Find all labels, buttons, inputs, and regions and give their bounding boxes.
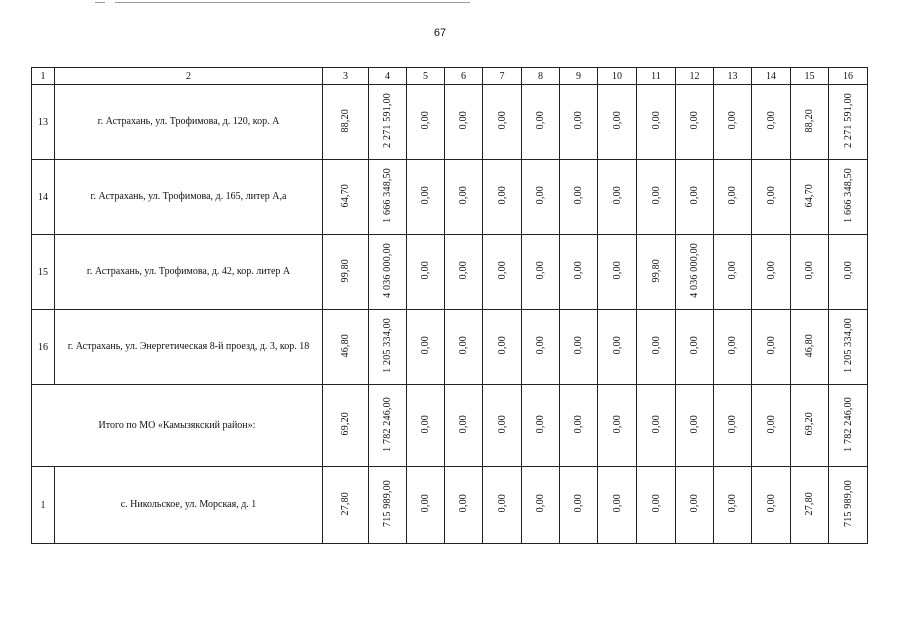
value-cell xyxy=(560,467,598,544)
value-cell xyxy=(752,160,791,235)
value-cell xyxy=(752,85,791,160)
value-text: 27,80 xyxy=(340,491,351,516)
value-text: 0,00 xyxy=(765,111,777,130)
value-cell xyxy=(637,310,676,385)
value-text: 0,00 xyxy=(573,186,584,205)
value-text: 0,00 xyxy=(689,336,700,355)
value-text: 0,00 xyxy=(727,186,738,205)
value-cell xyxy=(829,235,868,310)
value-text: 0,00 xyxy=(458,494,469,513)
value-text: 0,00 xyxy=(420,186,431,205)
value-cell xyxy=(522,467,560,544)
column-header: 13 xyxy=(714,68,752,85)
value-text: 88,20 xyxy=(804,108,815,133)
value-cell xyxy=(407,310,445,385)
value-text: 64,70 xyxy=(804,183,815,208)
value-text: 0,00 xyxy=(573,336,584,355)
value-cell xyxy=(369,467,407,544)
value-cell xyxy=(445,85,483,160)
row-number: 16 xyxy=(32,310,55,385)
value-text: 0,00 xyxy=(727,261,738,280)
column-header: 14 xyxy=(752,68,791,85)
address-cell: с. Никольское, ул. Морская, д. 1 xyxy=(55,467,323,544)
value-text: 1 205 334,00 xyxy=(842,318,854,373)
value-cell xyxy=(323,85,369,160)
value-cell xyxy=(791,310,829,385)
value-cell xyxy=(522,160,560,235)
value-text: 0,00 xyxy=(420,414,431,434)
column-header: 16 xyxy=(829,68,868,85)
total-label: Итого по МО «Камызякский район»: xyxy=(32,385,323,467)
value-text: 46,80 xyxy=(804,333,815,358)
row-number: 14 xyxy=(32,160,55,235)
column-header: 15 xyxy=(791,68,829,85)
value-text: 0,00 xyxy=(689,111,700,130)
value-text: 0,00 xyxy=(611,494,623,513)
value-text: 0,00 xyxy=(765,414,777,434)
value-text: 1 205 334,00 xyxy=(382,318,393,373)
value-cell xyxy=(445,310,483,385)
value-cell xyxy=(323,235,369,310)
value-text: 0,00 xyxy=(573,261,584,280)
value-cell xyxy=(598,385,637,467)
address-cell: г. Астрахань, ул. Трофимова, д. 165, литер А,а xyxy=(55,160,323,235)
value-cell xyxy=(637,467,676,544)
value-cell xyxy=(445,160,483,235)
value-text: 0,00 xyxy=(611,336,623,355)
column-header: 1 xyxy=(32,68,55,85)
value-cell xyxy=(560,385,598,467)
value-text: 0,00 xyxy=(611,186,623,205)
value-cell xyxy=(522,235,560,310)
value-cell xyxy=(752,310,791,385)
value-text: 0,00 xyxy=(535,494,546,513)
column-header: 3 xyxy=(323,68,369,85)
value-cell xyxy=(522,85,560,160)
value-cell xyxy=(483,160,522,235)
value-cell xyxy=(752,235,791,310)
value-cell xyxy=(445,467,483,544)
value-cell xyxy=(714,160,752,235)
value-cell xyxy=(714,467,752,544)
value-cell xyxy=(369,235,407,310)
value-text: 0,00 xyxy=(727,414,738,434)
value-text: 0,00 xyxy=(611,111,623,130)
value-text: 1 666 348,50 xyxy=(842,168,854,223)
row-number: 1 xyxy=(32,467,55,544)
table-row xyxy=(32,235,868,310)
value-text: 0,00 xyxy=(496,494,508,513)
value-text: 69,20 xyxy=(804,412,815,436)
value-text: 0,00 xyxy=(727,494,738,513)
value-text: 0,00 xyxy=(420,111,431,130)
value-cell xyxy=(407,235,445,310)
column-header: 11 xyxy=(637,68,676,85)
value-cell xyxy=(714,310,752,385)
value-text: 0,00 xyxy=(689,414,700,434)
value-text: 46,80 xyxy=(340,333,351,358)
value-text: 0,00 xyxy=(496,186,508,205)
value-text: 0,00 xyxy=(496,111,508,130)
value-text: 0,00 xyxy=(611,414,623,434)
column-header: 10 xyxy=(598,68,637,85)
value-text: 0,00 xyxy=(765,494,777,513)
column-header: 8 xyxy=(522,68,560,85)
row-number: 13 xyxy=(32,85,55,160)
column-header: 7 xyxy=(483,68,522,85)
value-cell xyxy=(369,310,407,385)
value-cell xyxy=(676,467,714,544)
value-text: 0,00 xyxy=(650,494,662,513)
value-text: 0,00 xyxy=(611,261,623,280)
value-text: 4 036 000,00 xyxy=(689,243,700,298)
value-cell xyxy=(407,85,445,160)
value-text: 0,00 xyxy=(535,336,546,355)
value-cell xyxy=(483,85,522,160)
value-cell xyxy=(791,160,829,235)
value-cell xyxy=(483,467,522,544)
value-cell xyxy=(323,310,369,385)
value-text: 0,00 xyxy=(420,261,431,280)
value-cell xyxy=(714,385,752,467)
value-cell xyxy=(676,85,714,160)
value-text: 0,00 xyxy=(689,494,700,513)
column-header: 2 xyxy=(55,68,323,85)
value-cell xyxy=(791,85,829,160)
value-text: 715 989,00 xyxy=(382,480,393,527)
value-text: 0,00 xyxy=(804,261,815,280)
value-text: 0,00 xyxy=(727,336,738,355)
total-row xyxy=(32,385,868,467)
value-cell xyxy=(598,160,637,235)
value-text: 0,00 xyxy=(650,111,662,130)
value-text: 0,00 xyxy=(458,261,469,280)
value-cell xyxy=(598,85,637,160)
value-cell xyxy=(598,310,637,385)
value-cell xyxy=(560,85,598,160)
value-text: 99,80 xyxy=(340,258,351,283)
value-cell xyxy=(676,310,714,385)
value-text: 88,20 xyxy=(340,108,351,133)
value-text: 0,00 xyxy=(573,494,584,513)
value-text: 0,00 xyxy=(573,111,584,130)
address-cell: г. Астрахань, ул. Трофимова, д. 42, кор. литер А xyxy=(55,235,323,310)
column-header: 5 xyxy=(407,68,445,85)
value-text: 0,00 xyxy=(765,186,777,205)
value-cell xyxy=(714,85,752,160)
value-cell xyxy=(407,385,445,467)
value-cell xyxy=(369,385,407,467)
value-cell xyxy=(714,235,752,310)
address-cell: г. Астрахань, ул. Энергетическая 8-й проезд, д. 3, кор. 18 xyxy=(55,310,323,385)
value-cell xyxy=(483,235,522,310)
value-text: 0,00 xyxy=(496,261,508,280)
value-cell xyxy=(598,235,637,310)
column-header: 4 xyxy=(369,68,407,85)
value-cell xyxy=(829,160,868,235)
data-table xyxy=(31,67,868,544)
value-cell xyxy=(407,160,445,235)
table-row xyxy=(32,467,868,544)
page-number: 67 xyxy=(433,27,447,39)
value-text: 0,00 xyxy=(689,186,700,205)
value-cell xyxy=(598,467,637,544)
value-text: 0,00 xyxy=(458,414,469,434)
value-cell xyxy=(445,235,483,310)
value-text: 0,00 xyxy=(765,336,777,355)
value-text: 0,00 xyxy=(650,414,662,434)
value-cell xyxy=(522,310,560,385)
value-text: 1 782 246,00 xyxy=(842,396,854,452)
value-text: 0,00 xyxy=(842,261,854,280)
value-text: 1 782 246,00 xyxy=(382,396,393,452)
value-text: 1 666 348,50 xyxy=(382,168,393,223)
value-cell xyxy=(637,385,676,467)
value-text: 2 271 591,00 xyxy=(842,93,854,148)
value-text: 0,00 xyxy=(535,261,546,280)
value-text: 69,20 xyxy=(340,412,351,436)
value-text: 0,00 xyxy=(420,336,431,355)
value-cell xyxy=(637,235,676,310)
value-cell xyxy=(637,85,676,160)
value-cell xyxy=(676,385,714,467)
value-cell xyxy=(522,385,560,467)
value-text: 0,00 xyxy=(535,111,546,130)
value-cell xyxy=(829,310,868,385)
value-text: 99,80 xyxy=(650,258,662,283)
value-cell xyxy=(752,467,791,544)
value-cell xyxy=(829,85,868,160)
value-text: 27,80 xyxy=(804,491,815,516)
value-cell xyxy=(560,235,598,310)
value-text: 0,00 xyxy=(727,111,738,130)
table-row xyxy=(32,160,868,235)
value-cell xyxy=(752,385,791,467)
table-row xyxy=(32,85,868,160)
column-header: 9 xyxy=(560,68,598,85)
value-cell xyxy=(445,385,483,467)
value-cell xyxy=(791,235,829,310)
value-cell xyxy=(560,310,598,385)
value-text: 0,00 xyxy=(496,414,508,434)
value-cell xyxy=(676,160,714,235)
header-row xyxy=(32,68,868,85)
value-text: 2 271 591,00 xyxy=(382,93,393,148)
value-cell xyxy=(637,160,676,235)
value-cell xyxy=(829,467,868,544)
column-header: 12 xyxy=(676,68,714,85)
value-cell xyxy=(483,310,522,385)
value-text: 0,00 xyxy=(458,336,469,355)
value-text: 0,00 xyxy=(458,186,469,205)
row-number: 15 xyxy=(32,235,55,310)
value-cell xyxy=(369,85,407,160)
scan-artifact-line xyxy=(95,2,105,3)
value-cell xyxy=(560,160,598,235)
value-text: 0,00 xyxy=(420,494,431,513)
value-cell xyxy=(323,467,369,544)
value-text: 0,00 xyxy=(650,186,662,205)
address-cell: г. Астрахань, ул. Трофимова, д. 120, кор. А xyxy=(55,85,323,160)
value-text: 715 989,00 xyxy=(842,480,854,527)
column-header: 6 xyxy=(445,68,483,85)
value-cell xyxy=(323,385,369,467)
value-cell xyxy=(791,385,829,467)
value-cell xyxy=(483,385,522,467)
value-text: 64,70 xyxy=(340,183,351,208)
value-text: 0,00 xyxy=(496,336,508,355)
value-cell xyxy=(791,467,829,544)
value-text: 0,00 xyxy=(458,111,469,130)
value-cell xyxy=(323,160,369,235)
value-text: 0,00 xyxy=(765,261,777,280)
value-text: 0,00 xyxy=(535,186,546,205)
value-text: 0,00 xyxy=(650,336,662,355)
value-text: 0,00 xyxy=(535,414,546,434)
scan-artifact-line xyxy=(115,2,470,3)
value-text: 4 036 000,00 xyxy=(382,243,393,298)
value-cell xyxy=(407,467,445,544)
table-row xyxy=(32,310,868,385)
value-cell xyxy=(676,235,714,310)
value-cell xyxy=(369,160,407,235)
value-text: 0,00 xyxy=(573,414,584,434)
value-cell xyxy=(829,385,868,467)
